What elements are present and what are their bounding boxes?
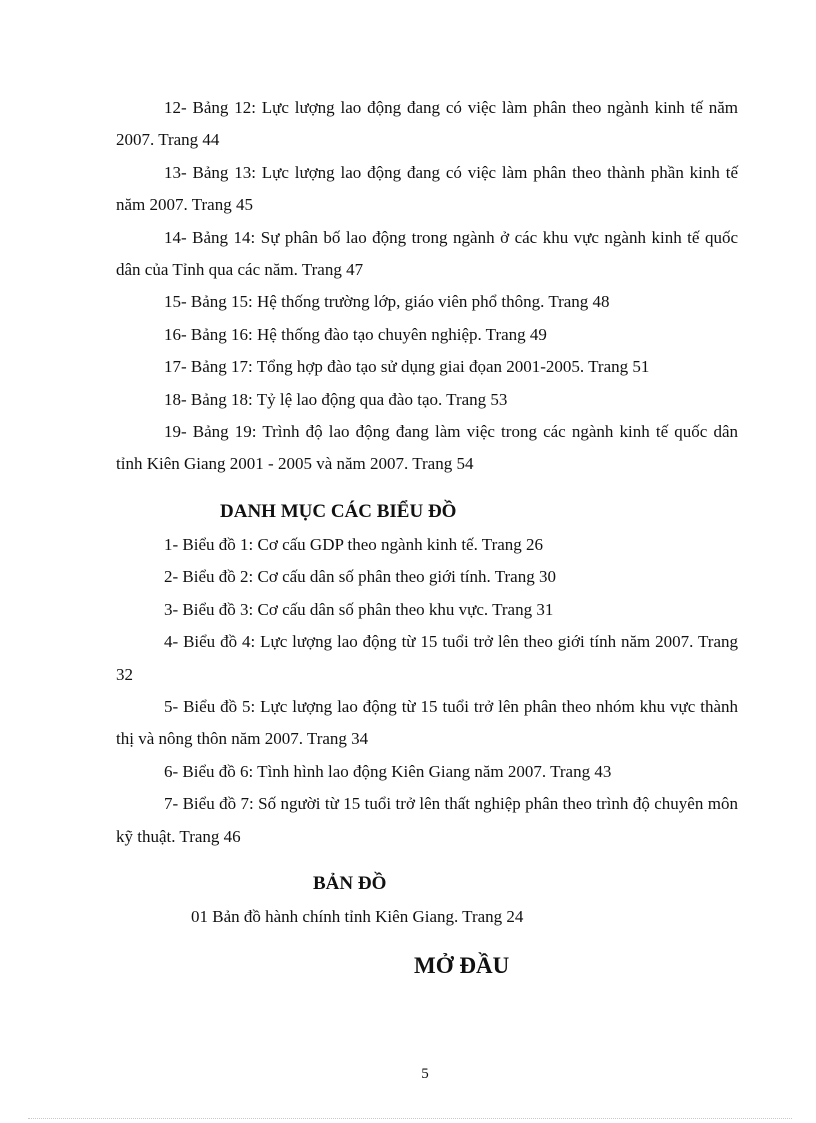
map-list-item: 01 Bản đồ hành chính tỉnh Kiên Giang. Trang 24: [191, 906, 524, 926]
chart-list-item: 3- Biểu đồ 3: Cơ cấu dân số phân theo khu vực. Trang 31: [164, 599, 554, 619]
page-content: [116, 92, 738, 983]
page-number: 5: [421, 1066, 429, 1082]
map-section-title: BẢN ĐỒ: [313, 872, 387, 894]
chart-list-item: 7- Biểu đồ 7: Số người từ 15 tuổi trở lên thất nghiệp phân theo trình độ chuyên môn kỹ thuật. Trang 46: [116, 794, 738, 846]
chart-list-item: 6- Biểu đồ 6: Tình hình lao động Kiên Giang năm 2007. Trang 43: [164, 761, 612, 781]
table-list-item: 12- Bảng 12: Lực lượng lao động đang có việc làm phân theo ngành kinh tế năm 2007. Trang 44: [116, 98, 738, 150]
chart-list-item: 5- Biểu đồ 5: Lực lượng lao động từ 15 tuổi trở lên phân theo nhóm khu vực thành thị và nông thôn năm 2007. Trang 34: [116, 696, 738, 749]
table-list-item: 17- Bảng 17: Tổng hợp đào tạo sử dụng giai đọan 2001-2005. Trang 51: [164, 357, 650, 377]
chart-list-item: 4- Biểu đồ 4: Lực lượng lao động từ 15 tuổi trở lên theo giới tính năm 2007. Trang 32: [116, 632, 738, 684]
page-bottom-divider: [28, 1118, 792, 1119]
table-list-item: 15- Bảng 15: Hệ thống trường lớp, giáo viên phổ thông. Trang 48: [164, 292, 610, 312]
table-list-item: 13- Bảng 13: Lực lượng lao động đang có việc làm phân theo thành phần kinh tế năm 2007. Trang 45: [116, 162, 738, 215]
table-list-item: 18- Bảng 18: Tỷ lệ lao động qua đào tạo. Trang 53: [164, 389, 508, 409]
charts-section-title: DANH MỤC CÁC BIỂU ĐỒ: [220, 500, 457, 522]
table-list-item: 16- Bảng 16: Hệ thống đào tạo chuyên nghiệp. Trang 49: [164, 324, 547, 344]
intro-heading: MỞ ĐẦU: [414, 953, 510, 979]
chart-list: [116, 529, 738, 853]
table-list-item: 14- Bảng 14: Sự phân bố lao động trong ngành ở các khu vực ngành kinh tế quốc dân của Tỉnh qua các năm. Trang 47: [116, 227, 738, 280]
table-list-item: 19- Bảng 19: Trình độ lao động đang làm việc trong các ngành kinh tế quốc dân tỉnh Kiên Giang 2001 - 2005 và năm 2007. Trang 54: [116, 422, 738, 474]
table-list: [116, 92, 738, 481]
chart-list-item: 2- Biểu đồ 2: Cơ cấu dân số phân theo giới tính. Trang 30: [164, 567, 556, 587]
chart-list-item: 1- Biểu đồ 1: Cơ cấu GDP theo ngành kinh tế. Trang 26: [164, 534, 544, 554]
